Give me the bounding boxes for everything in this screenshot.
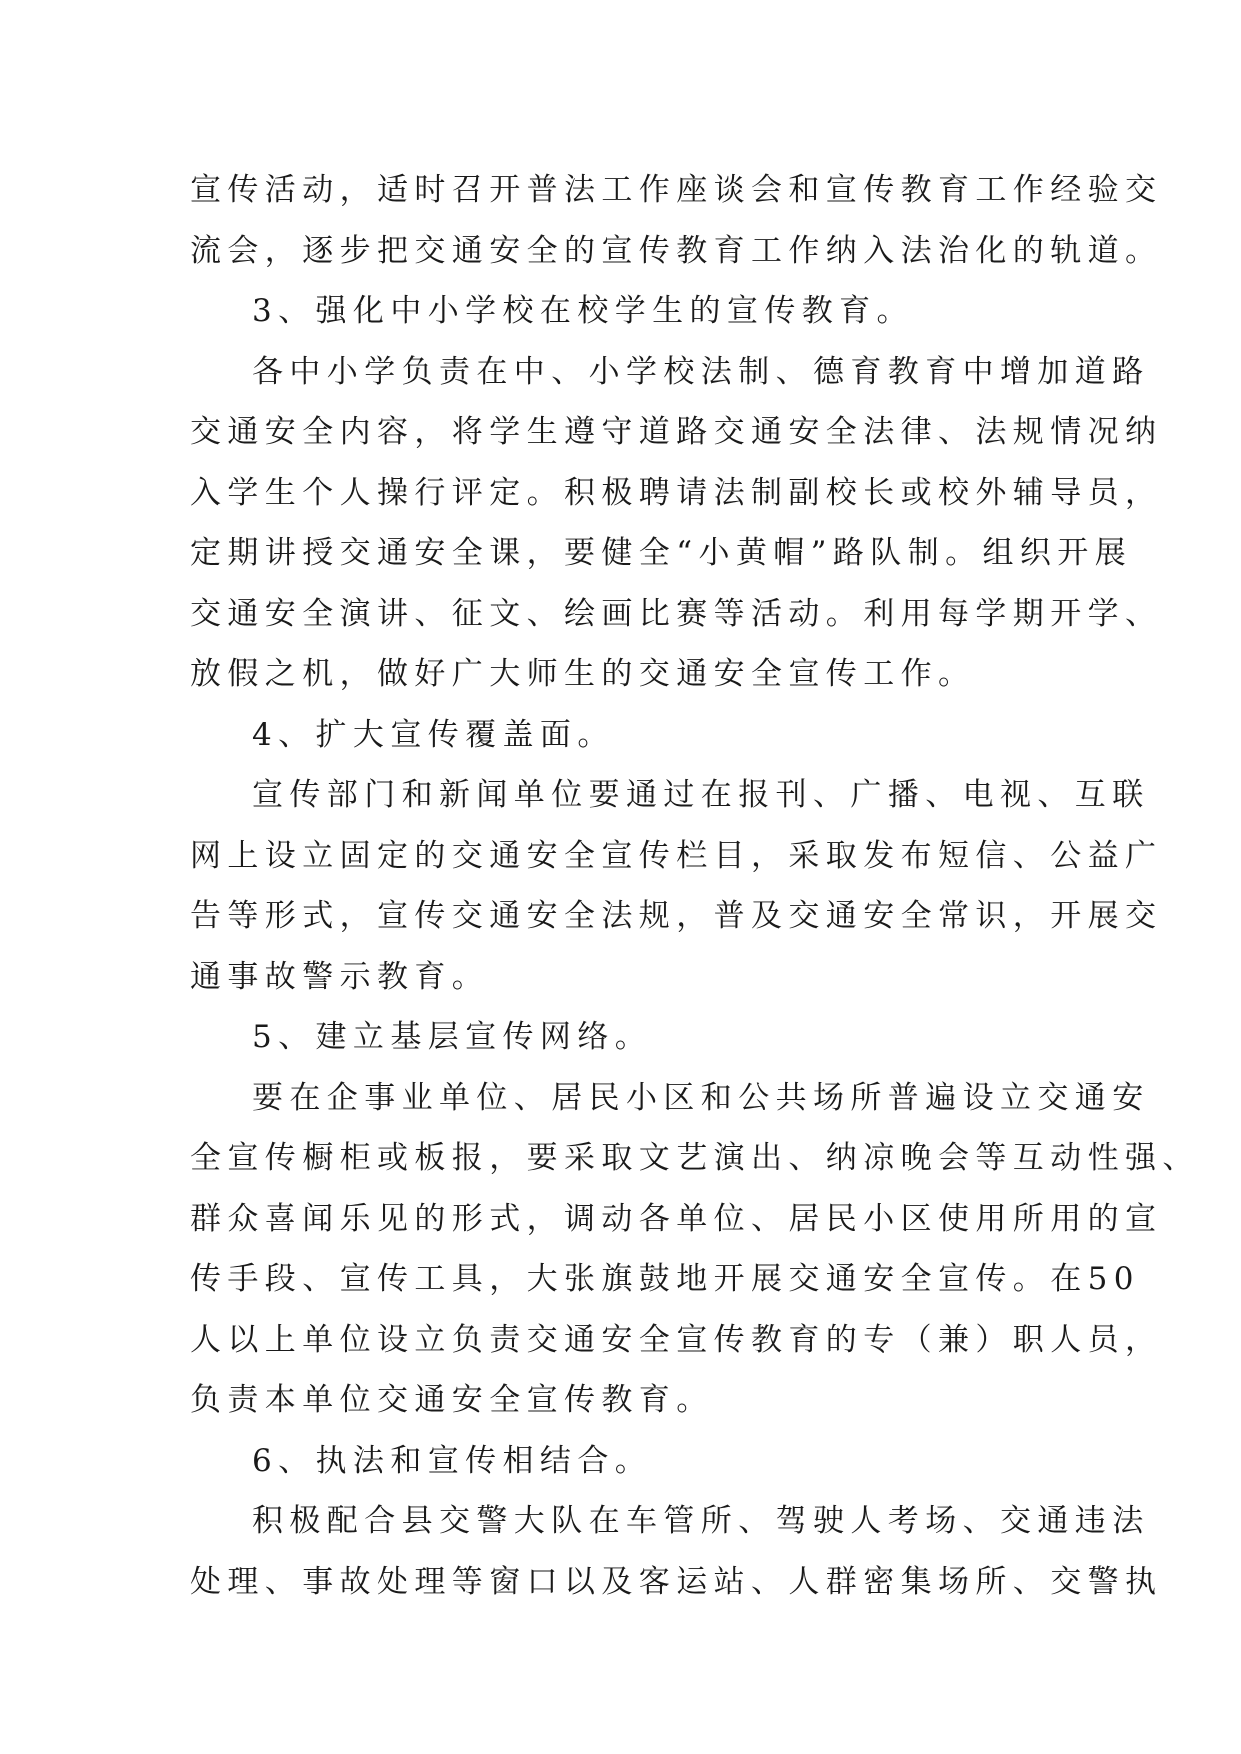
text-line: 全宣传橱柜或板报，要采取文艺演出、纳凉晚会等互动性强、 — [190, 1140, 1200, 1176]
text-line: 入学生个人操行评定。积极聘请法制副校长或校外辅导员， — [190, 474, 1163, 511]
section-heading: 5、建立基层宣传网络。 — [252, 1019, 653, 1055]
text-line: 负责本单位交通安全宣传教育。 — [190, 1382, 714, 1418]
text-line: 要在企事业单位、居民小区和公共场所普遍设立交通安 — [252, 1079, 1150, 1116]
text-line: 交通安全演讲、征文、绘画比赛等活动。利用每学期开学、 — [190, 595, 1163, 632]
text-line: 交通安全内容，将学生遵守道路交通安全法律、法规情况纳 — [190, 414, 1163, 450]
text-line: 流会，逐步把交通安全的宣传教育工作纳入法治化的轨道。 — [190, 232, 1163, 269]
section-heading: 6、执法和宣传相结合。 — [252, 1442, 653, 1479]
text-line: 告等形式，宣传交通安全法规，普及交通安全常识，开展交 — [190, 898, 1163, 934]
text-line: 人以上单位设立负责交通安全宣传教育的专（兼）职人员， — [190, 1321, 1163, 1358]
text-line: 定期讲授交通安全课，要健全“小黄帽”路队制。组织开展 — [190, 535, 1133, 571]
text-line: 放假之机，做好广大师生的交通安全宣传工作。 — [190, 656, 976, 692]
text-line: 宣传活动，适时召开普法工作座谈会和宣传教育工作经验交 — [190, 172, 1163, 208]
body-text — [190, 160, 1200, 1612]
text-line: 群众喜闻乐见的形式，调动各单位、居民小区使用所用的宣 — [190, 1200, 1163, 1237]
text-line: 积极配合县交警大队在车管所、驾驶人考场、交通违法 — [252, 1503, 1150, 1539]
text-line: 各中小学负责在中、小学校法制、德育教育中增加道路 — [252, 353, 1150, 390]
section-heading: 3、强化中小学校在校学生的宣传教育。 — [252, 293, 914, 329]
section-heading: 4、扩大宣传覆盖面。 — [252, 716, 615, 753]
text-line: 宣传部门和新闻单位要通过在报刊、广播、电视、互联 — [252, 777, 1150, 813]
text-line: 传手段、宣传工具，大张旗鼓地开展交通安全宣传。在50 — [190, 1261, 1140, 1297]
text-line: 通事故警示教育。 — [190, 958, 490, 995]
text-line: 处理、事故处理等窗口以及客运站、人群密集场所、交警执 — [190, 1563, 1163, 1600]
text-line: 网上设立固定的交通安全宣传栏目，采取发布短信、公益广 — [190, 837, 1163, 874]
